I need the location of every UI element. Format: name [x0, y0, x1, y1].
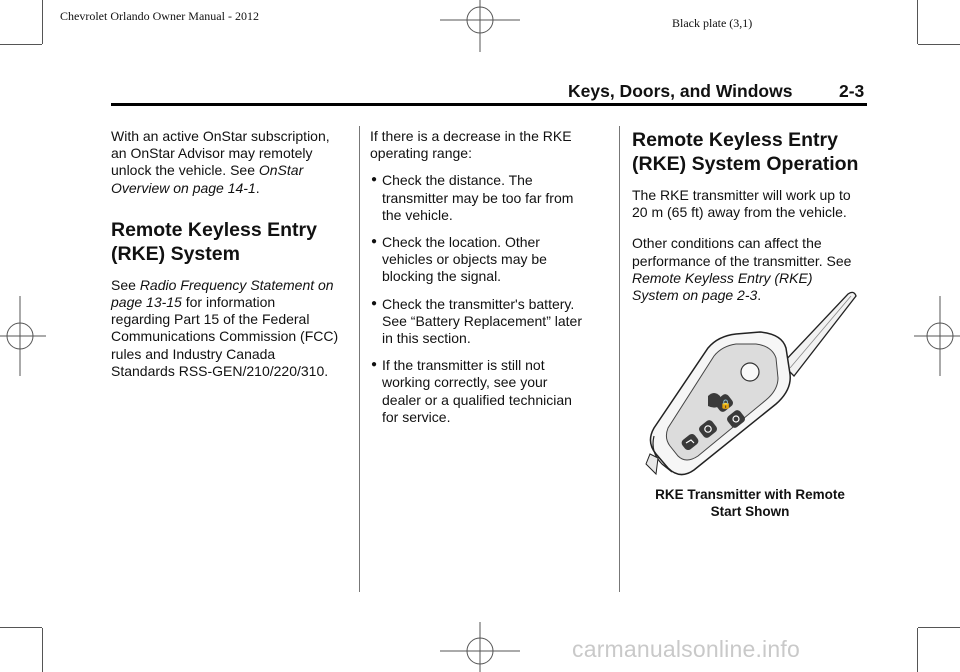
rke-system-link[interactable]: Remote Keyless Entry (RKE): [632, 269, 813, 286]
registration-mark-top: [440, 0, 520, 52]
registration-mark-left: [0, 296, 46, 376]
crop-mark: [917, 0, 918, 44]
list-item: ● Check the transmitter's battery. See “Battery Replacement” later in this section.: [371, 295, 582, 347]
crop-mark: [42, 628, 43, 672]
lock-icon: 🔒: [720, 400, 732, 410]
onstar-link[interactable]: OnStar: [258, 162, 304, 179]
watermark: carmanualsonline.info: [572, 636, 800, 662]
figure-caption: RKE Transmitter with Remote Start Shown: [655, 487, 845, 519]
conditions-paragraph: Other conditions can affect the performance of the transmitter. See Remote Keyless Entry (RKE) System on page 2-3.: [632, 235, 852, 304]
rke-operation-heading: Remote Keyless Entry (RKE) System Operation: [632, 129, 859, 175]
rke-system-page-link[interactable]: System on page 2-3: [632, 287, 758, 304]
column-1: [111, 128, 351, 394]
rke-system-heading: Remote Keyless Entry (RKE) System: [111, 218, 317, 265]
crop-mark: [0, 627, 42, 628]
registration-mark-right: [914, 296, 960, 376]
column-divider: [359, 126, 360, 592]
document-title: Chevrolet Orlando Owner Manual - 2012: [60, 9, 259, 23]
crop-mark: [917, 628, 918, 672]
column-2: [370, 128, 610, 436]
crop-mark: [918, 627, 960, 628]
crop-mark: [0, 44, 42, 45]
list-item: ● Check the location. Other vehicles or objects may be blocking the signal.: [371, 234, 547, 285]
list-item: ● If the transmitter is still not working correctly, see your dealer or a qualified technician for service.: [371, 357, 572, 425]
column-divider: [619, 126, 620, 592]
range-paragraph: The RKE transmitter will work up to 20 m (65 ft) away from the vehicle.: [632, 187, 851, 221]
range-checklist: [370, 172, 610, 426]
range-intro: If there is a decrease in the RKE operating range:: [370, 128, 572, 162]
onstar-paragraph: With an active OnStar subscription, an OnStar Advisor may remotely unlock the vehicle. See OnStar Overview on page 14-1.: [111, 128, 330, 196]
fcc-paragraph: See Radio Frequency Statement on page 13-15 for information regarding Part 15 of the Federal Communications Commission (FCC) rules and Industry Canada Standards RSS-GEN/210/220/310.: [111, 276, 339, 379]
page-number: 2-3: [839, 81, 865, 101]
crop-mark: [42, 0, 43, 44]
plate-label: Black plate (3,1): [672, 16, 753, 30]
section-title: Keys, Doors, and Windows: [568, 81, 793, 101]
bullet-icon: ●: [371, 297, 378, 309]
rke-transmitter-illustration: [636, 286, 868, 482]
registration-mark-bottom: [440, 622, 520, 672]
header-rule: [111, 103, 867, 106]
onstar-page-link[interactable]: Overview on page 14-1: [111, 179, 256, 196]
radio-frequency-link[interactable]: Radio Frequency Statement on: [139, 276, 334, 293]
list-item: ● Check the distance. The transmitter may be too far from the vehicle.: [371, 172, 574, 223]
bullet-icon: ●: [371, 236, 378, 248]
radio-frequency-page-link[interactable]: page 13-15: [111, 294, 182, 311]
bullet-icon: ●: [371, 174, 378, 186]
crop-mark: [918, 44, 960, 45]
bullet-icon: ●: [371, 359, 378, 371]
